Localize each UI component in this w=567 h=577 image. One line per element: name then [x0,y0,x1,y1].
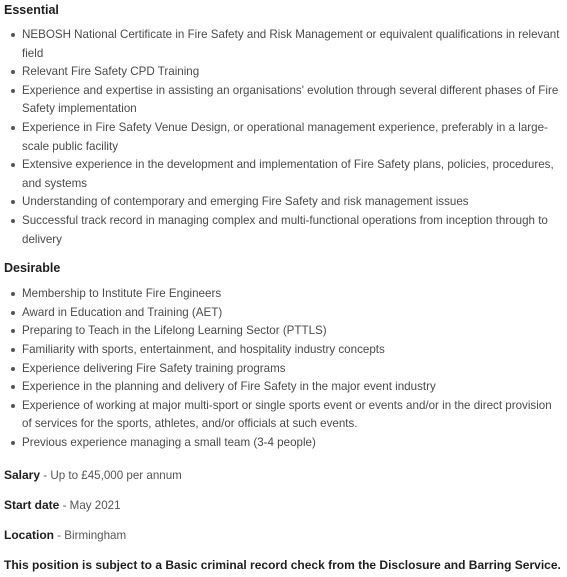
essential-item: Successful track record in managing complex and multi-functional operations from inception through to delivery [4,212,563,249]
essential-item: Experience in Fire Safety Venue Design, or operational management experience, preferably in a large-scale public facility [4,119,563,156]
start-date-line [4,496,563,515]
salary-value: - Up to £45,000 per annum [40,469,182,483]
essential-item: Experience and expertise in assisting an organisations' evolution through several different phases of Fire Safety implementation [4,82,563,119]
desirable-item: Preparing to Teach in the Lifelong Learning Sector (PTTLS) [4,322,563,341]
desirable-item: Award in Education and Training (AET) [4,304,563,323]
essential-item: Extensive experience in the development and implementation of Fire Safety plans, policies, procedures, and systems [4,156,563,193]
desirable-item: Familiarity with sports, entertainment, and hospitality industry concepts [4,341,563,360]
start-date-label: Start date [4,498,60,513]
desirable-item: Experience in the planning and delivery of Fire Safety in the major event industry [4,378,563,397]
background-check-notice: This position is subject to a Basic criminal record check from the Disclosure and Barring Service. [4,558,561,573]
essential-item: NEBOSH National Certificate in Fire Safety and Risk Management or equivalent qualifications in relevant field [4,26,563,63]
essential-item: Relevant Fire Safety CPD Training [4,63,563,82]
location-label: Location [4,528,54,543]
essential-item: Understanding of contemporary and emerging Fire Safety and risk management issues [4,193,563,212]
location-line [4,526,563,545]
desirable-item: Experience delivering Fire Safety training programs [4,360,563,379]
salary-label: Salary [4,468,41,483]
essential-list [4,26,563,249]
location-value: - Birmingham [54,529,127,543]
start-date-value: - May 2021 [59,499,121,513]
desirable-item: Experience of working at major multi-sport or single sports event or events and/or in the direct provision of services for the sports, athletes, and/or officials at such events. [4,397,563,434]
desirable-item: Membership to Institute Fire Engineers [4,285,563,304]
salary-line [4,466,563,485]
desirable-heading: Desirable [4,261,61,276]
desirable-list [4,285,563,452]
essential-heading: Essential [4,3,59,17]
desirable-item: Previous experience managing a small team (3-4 people) [4,434,563,453]
